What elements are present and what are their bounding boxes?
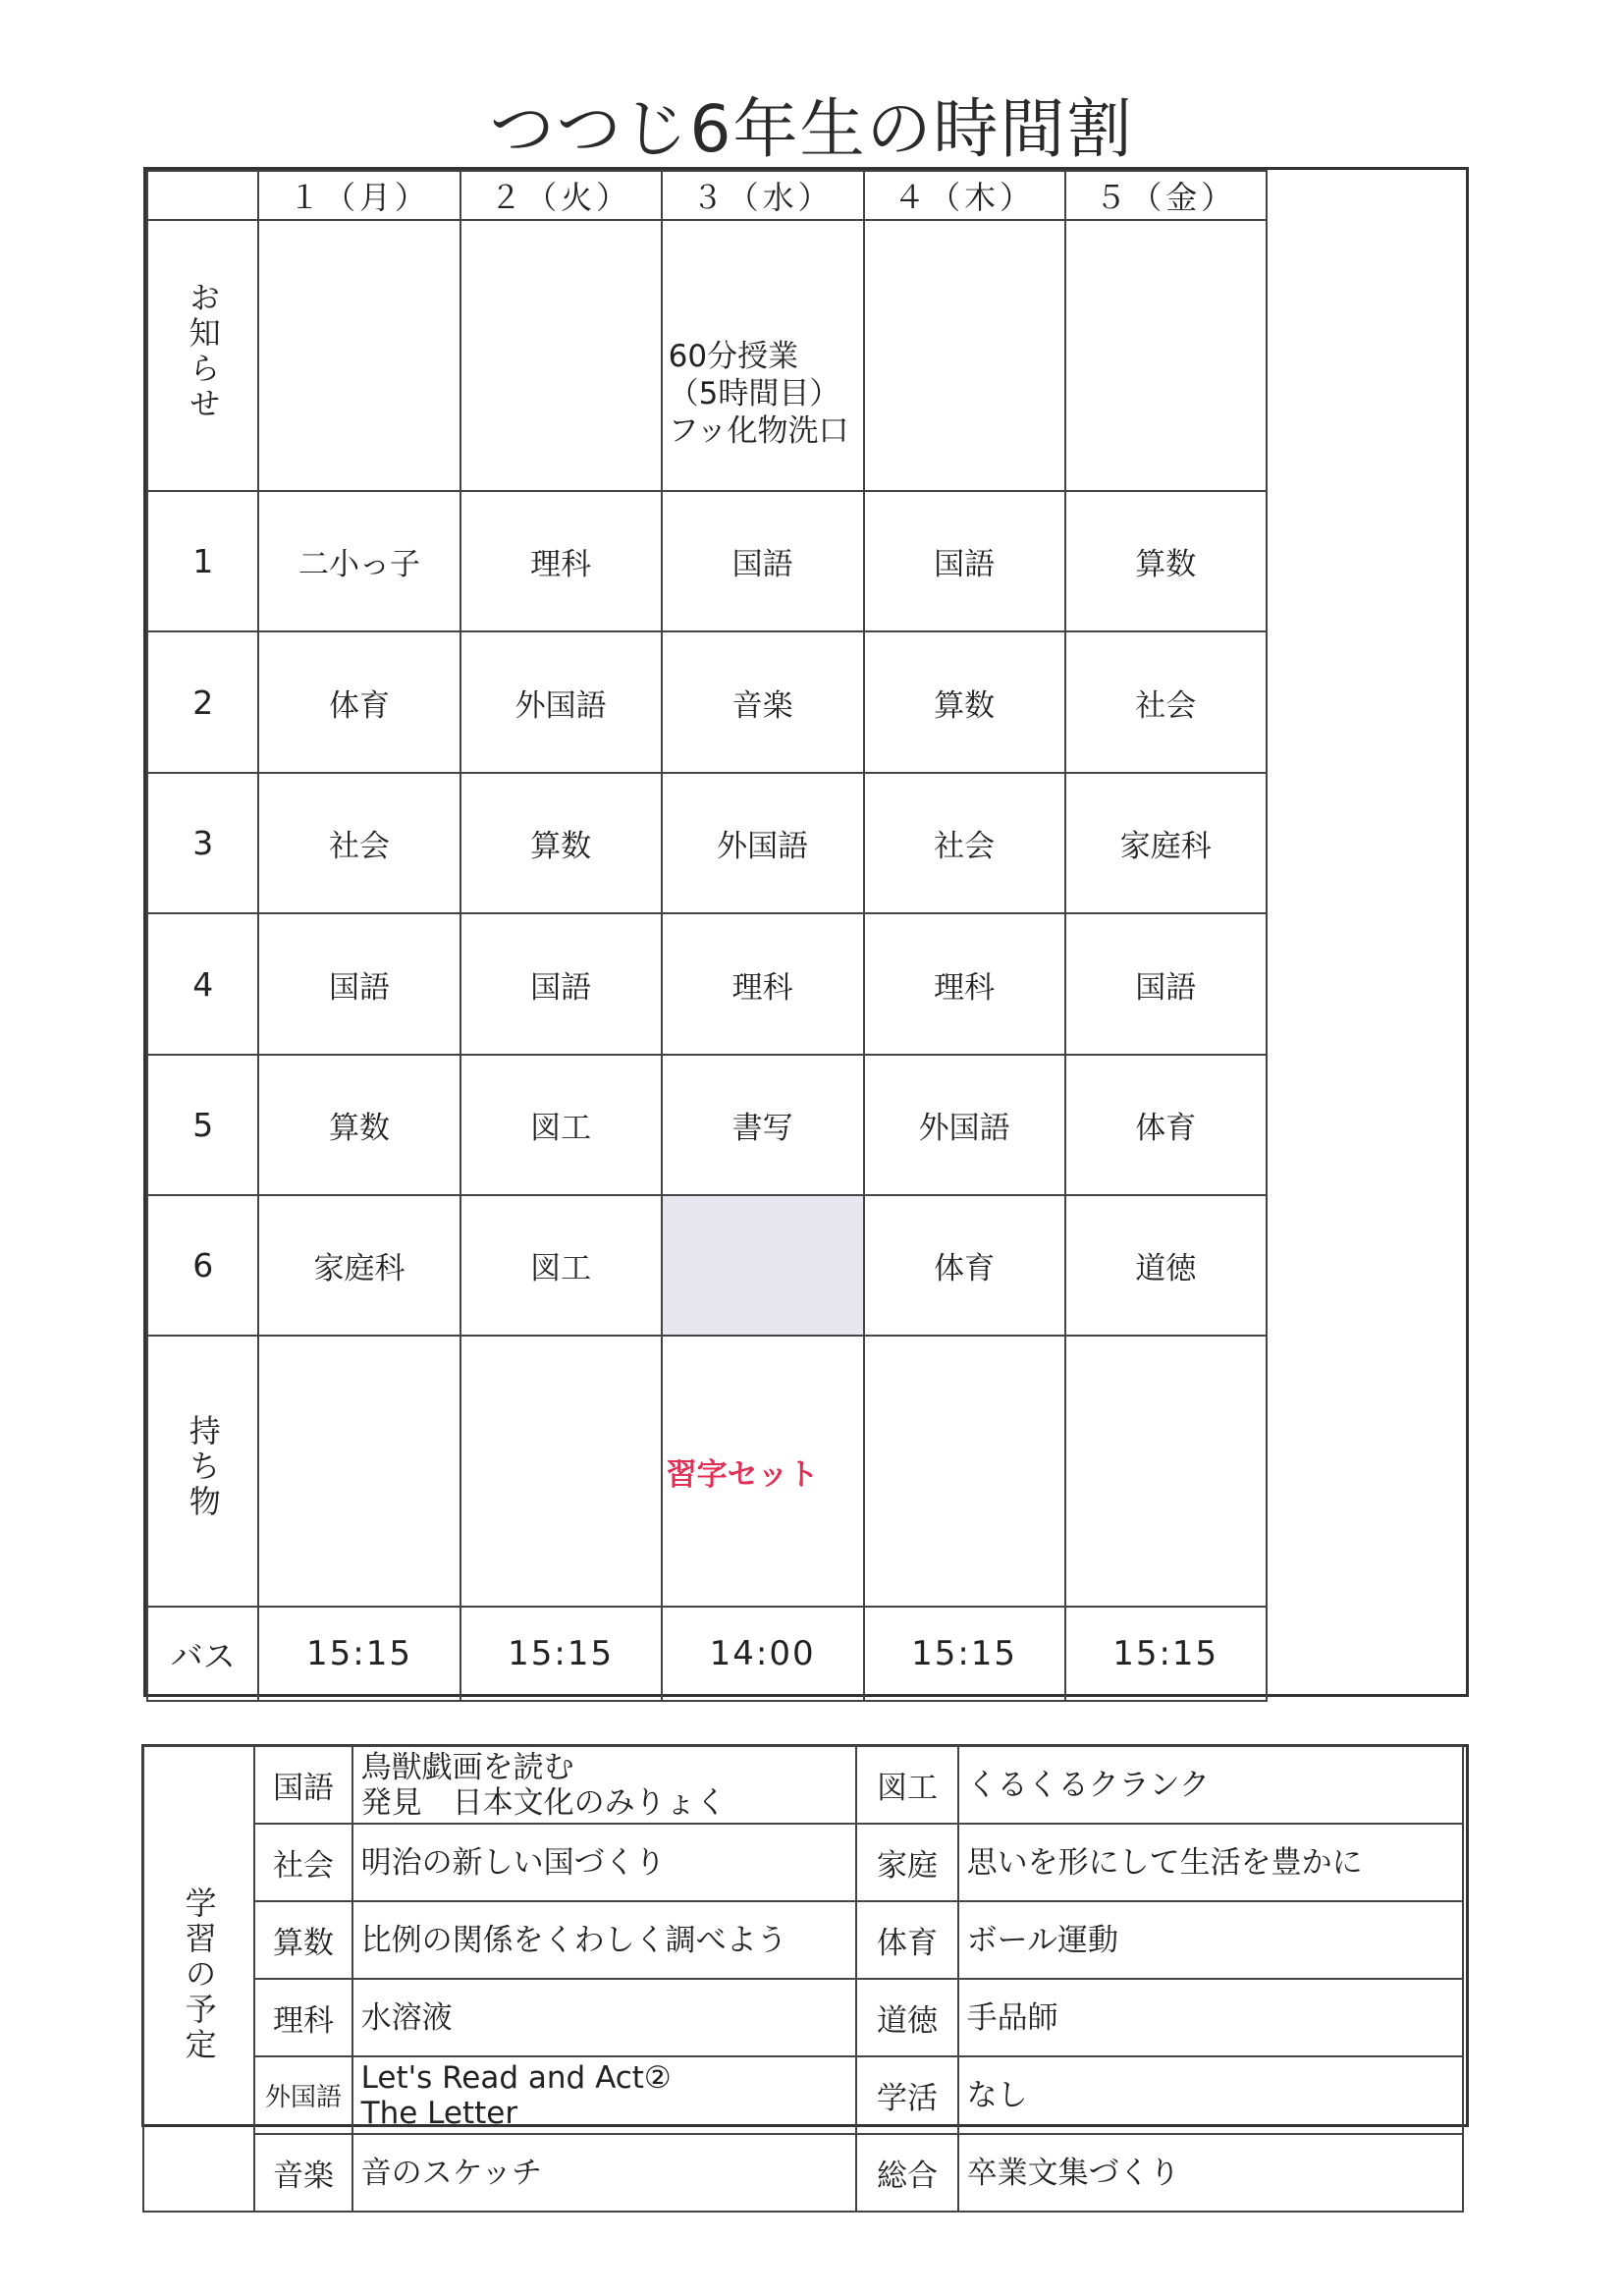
items-cell <box>1065 1336 1267 1607</box>
study-subject: 家庭 <box>856 1824 957 1901</box>
subject-cell: 算数 <box>258 1055 460 1195</box>
subject-cell: 社会 <box>864 773 1065 913</box>
notice-cell-thu <box>864 220 1065 491</box>
bus-time: 14:00 <box>662 1607 864 1701</box>
notice-line: フッ化物洗口 <box>668 413 849 449</box>
bus-time: 15:15 <box>864 1607 1065 1701</box>
study-topic: 音のスケッチ <box>352 2134 857 2212</box>
day-header-thu: ４（木） <box>864 171 1065 220</box>
notice-cell-wed <box>662 220 864 491</box>
period-label: 6 <box>147 1195 258 1336</box>
study-topic: 思いを形にして生活を豊かに <box>958 1824 1463 1901</box>
timetable-grid <box>146 170 1466 1702</box>
period-label: 2 <box>147 631 258 773</box>
study-row <box>143 1979 1463 2056</box>
subject-cell: 算数 <box>1065 491 1267 631</box>
study-subject: 外国語 <box>254 2056 352 2134</box>
subject-cell: 体育 <box>864 1195 1065 1336</box>
study-topic: 手品師 <box>958 1979 1463 2056</box>
subject-cell: 家庭科 <box>1065 773 1267 913</box>
study-subject: 道徳 <box>856 1979 957 2056</box>
subject-cell: 算数 <box>460 773 662 913</box>
subject-cell: 道徳 <box>1065 1195 1267 1336</box>
blank-right-column <box>1267 171 1466 1701</box>
notice-line: （5時間目） <box>668 376 840 411</box>
period-label: 1 <box>147 491 258 631</box>
subject-cell-empty <box>662 1195 864 1336</box>
subject-cell: 外国語 <box>864 1055 1065 1195</box>
notice-label-cell <box>147 220 258 491</box>
subject-cell: 外国語 <box>460 631 662 773</box>
subject-cell: 算数 <box>864 631 1065 773</box>
subject-cell: 二小っ子 <box>258 491 460 631</box>
study-topic <box>352 2056 857 2134</box>
study-subject: 理科 <box>254 1979 352 2056</box>
day-header-wed: ３（水） <box>662 171 864 220</box>
study-plan <box>141 1744 1469 2194</box>
page-title: つつじ6年生の時間割 <box>489 91 1134 167</box>
notice-line: 60分授業 <box>668 339 799 374</box>
subject-cell: 体育 <box>258 631 460 773</box>
study-subject: 社会 <box>254 1824 352 1901</box>
study-subject: 体育 <box>856 1901 957 1979</box>
subject-cell: 家庭科 <box>258 1195 460 1336</box>
items-label-cell <box>147 1336 258 1607</box>
study-row <box>143 1824 1463 1901</box>
study-topic-line: 発見 日本文化のみりょく <box>360 1784 727 1821</box>
bus-time: 15:15 <box>1065 1607 1267 1701</box>
items-cell <box>864 1336 1065 1607</box>
study-subject: 総合 <box>856 2134 957 2212</box>
study-topic: くるくるクランク <box>958 1746 1463 1824</box>
corner-cell <box>147 171 258 220</box>
period-label: 4 <box>147 913 258 1055</box>
notice-cell-tue <box>460 220 662 491</box>
study-row <box>143 2134 1463 2212</box>
items-cell <box>662 1336 864 1607</box>
bus-time: 15:15 <box>258 1607 460 1701</box>
study-subject: 学活 <box>856 2056 957 2134</box>
study-topic-line: 鳥獣戯画を読む <box>360 1749 574 1785</box>
study-topic: 水溶液 <box>352 1979 857 2056</box>
day-header-mon: １（月） <box>258 171 460 220</box>
subject-cell: 図工 <box>460 1195 662 1336</box>
period-label: 5 <box>147 1055 258 1195</box>
study-subject: 図工 <box>856 1746 957 1824</box>
study-subject: 国語 <box>254 1746 352 1824</box>
study-plan-label-cell <box>143 1746 254 2212</box>
study-plan-grid <box>142 1745 1464 2213</box>
study-topic: ボール運動 <box>958 1901 1463 1979</box>
study-topic-line: Let's Read and Act② <box>360 2059 672 2096</box>
study-row <box>143 1746 1463 1824</box>
notice-cell-mon <box>258 220 460 491</box>
day-header-tue: ２（火） <box>460 171 662 220</box>
items-label: 持ち物 <box>184 1414 222 1520</box>
study-topic: 明治の新しい国づくり <box>352 1824 857 1901</box>
study-subject: 音楽 <box>254 2134 352 2212</box>
subject-cell: 外国語 <box>662 773 864 913</box>
notice-cell-fri <box>1065 220 1267 491</box>
subject-cell: 書写 <box>662 1055 864 1195</box>
study-plan-label: 学習の予定 <box>180 1886 218 2063</box>
subject-cell: 理科 <box>662 913 864 1055</box>
subject-cell: 社会 <box>1065 631 1267 773</box>
notice-label: お知らせ <box>184 281 222 422</box>
study-row <box>143 2056 1463 2134</box>
header-row <box>147 171 1466 220</box>
period-label: 3 <box>147 773 258 913</box>
subject-cell: 図工 <box>460 1055 662 1195</box>
subject-cell: 国語 <box>460 913 662 1055</box>
study-row <box>143 1901 1463 1979</box>
study-topic: なし <box>958 2056 1463 2134</box>
bus-time: 15:15 <box>460 1607 662 1701</box>
subject-cell: 国語 <box>662 491 864 631</box>
timetable <box>143 167 1469 1697</box>
subject-cell: 音楽 <box>662 631 864 773</box>
subject-cell: 国語 <box>1065 913 1267 1055</box>
study-topic-line: The Letter <box>360 2095 518 2131</box>
study-topic: 比例の関係をくわしく調べよう <box>352 1901 857 1979</box>
study-subject: 算数 <box>254 1901 352 1979</box>
bus-label: バス <box>147 1607 258 1701</box>
items-cell <box>460 1336 662 1607</box>
subject-cell: 理科 <box>460 491 662 631</box>
subject-cell: 国語 <box>864 491 1065 631</box>
subject-cell: 体育 <box>1065 1055 1267 1195</box>
study-topic: 卒業文集づくり <box>958 2134 1463 2212</box>
study-topic <box>352 1746 857 1824</box>
items-cell <box>258 1336 460 1607</box>
subject-cell: 理科 <box>864 913 1065 1055</box>
subject-cell: 社会 <box>258 773 460 913</box>
day-header-fri: ５（金） <box>1065 171 1267 220</box>
calligraphy-set-note: 習字セット <box>666 1456 819 1493</box>
subject-cell: 国語 <box>258 913 460 1055</box>
